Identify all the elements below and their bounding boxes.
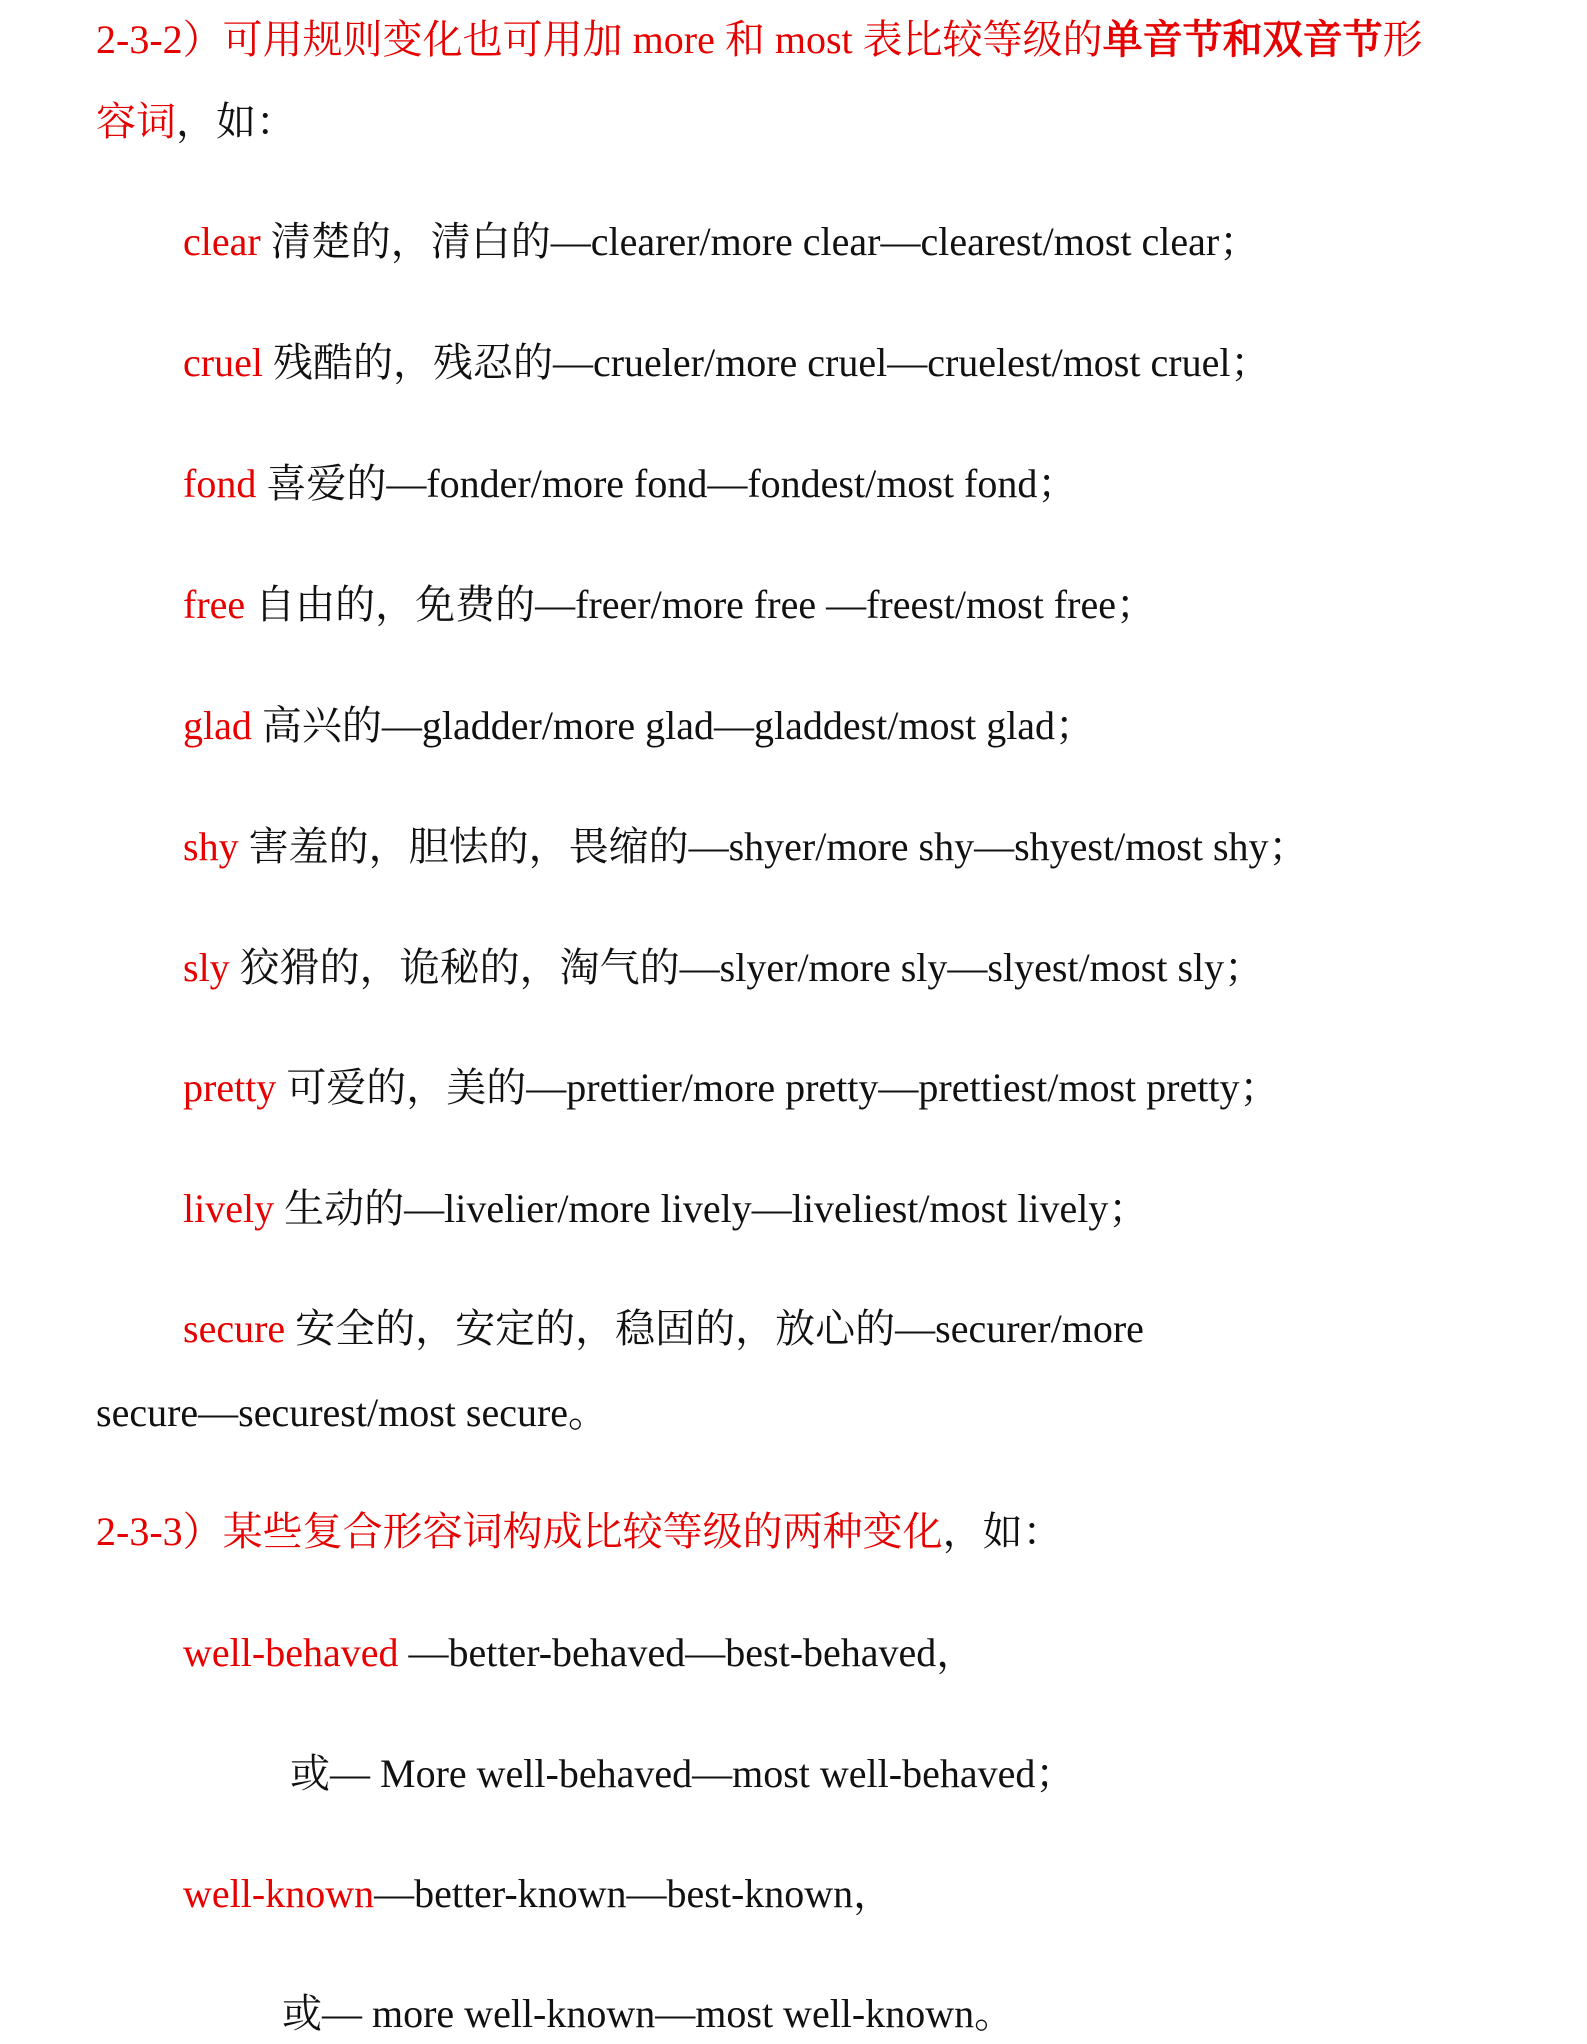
entry-sly xyxy=(183,944,1264,992)
section-heading-2-3-2-line2 xyxy=(96,98,296,146)
entry-definition: 生动的—livelier/more lively—liveliest/most lively； xyxy=(274,1186,1149,1231)
compound-well-behaved-alternative xyxy=(290,1750,1075,1798)
entry-word: shy xyxy=(183,824,239,869)
entry-cruel xyxy=(183,339,1270,387)
entry-definition: 可爱的，美的—prettier/more pretty—prettiest/most pretty； xyxy=(276,1065,1280,1110)
entry-definition: 残酷的，残忍的—crueler/more cruel—cruelest/most cruel； xyxy=(262,340,1271,385)
entry-clear xyxy=(183,218,1259,266)
entry-word: secure xyxy=(183,1306,286,1351)
heading-line2-red: 容词 xyxy=(96,99,176,144)
heading-line2-black: ，如： xyxy=(176,99,296,144)
entry-pretty xyxy=(183,1064,1279,1112)
entry-definition: 高兴的—gladder/more glad—gladdest/most glad； xyxy=(251,703,1096,748)
entry-word: glad xyxy=(183,703,252,748)
compound-word: well-known xyxy=(183,1871,375,1916)
compound-well-behaved xyxy=(183,1629,976,1677)
entry-word: clear xyxy=(183,219,261,264)
compound-forms: —better-known—best-known， xyxy=(374,1871,894,1916)
entry-definition: 狡猾的，诡秘的，淘气的—slyer/more sly—slyest/most sly； xyxy=(229,945,1265,990)
entry-word: cruel xyxy=(183,340,263,385)
entry-fond xyxy=(183,460,1077,508)
compound-word: well-behaved xyxy=(183,1630,399,1675)
heading-emphasis: 单音节和双音节 xyxy=(1102,17,1383,62)
entry-free xyxy=(183,581,1156,629)
entry-definition: 害羞的，胆怯的，畏缩的—shyer/more shy—shyest/most shy； xyxy=(238,824,1309,869)
section-heading-2-3-3 xyxy=(96,1508,1063,1556)
entry-secure xyxy=(183,1305,1144,1353)
entry-word: lively xyxy=(183,1186,275,1231)
entry-word: fond xyxy=(183,461,257,506)
entry-word: free xyxy=(183,582,246,627)
entry-secure-continuation xyxy=(96,1389,608,1437)
entry-definition: 清楚的，清白的—clearer/more clear—clearest/most clear； xyxy=(260,219,1260,264)
compound-well-known-alternative xyxy=(282,1990,1014,2038)
entry-lively xyxy=(183,1185,1148,1233)
compound-alt-forms: 或— more well-known—most well-known。 xyxy=(282,1991,1015,2036)
heading-red: 2-3-3）某些复合形容词构成比较等级的两种变化 xyxy=(96,1509,943,1554)
entry-glad xyxy=(183,702,1095,750)
entry-word: sly xyxy=(183,945,230,990)
compound-well-known xyxy=(183,1870,893,1918)
heading-prefix: 2-3-2）可用规则变化也可用加 more 和 most 表比较等级的 xyxy=(96,17,1103,62)
entry-shy xyxy=(183,823,1309,871)
continuation-text: secure—securest/most secure。 xyxy=(96,1390,609,1435)
entry-word: pretty xyxy=(183,1065,277,1110)
heading-black: ，如： xyxy=(942,1509,1063,1554)
entry-definition: 安全的，安定的，稳固的，放心的—securer/more xyxy=(285,1306,1144,1351)
compound-forms: —better-behaved—best-behaved， xyxy=(398,1630,977,1675)
section-heading-2-3-2 xyxy=(96,16,1423,64)
heading-suffix: 形 xyxy=(1382,17,1423,62)
entry-definition: 喜爱的—fonder/more fond—fondest/most fond； xyxy=(256,461,1078,506)
entry-definition: 自由的，免费的—freer/more free —freest/most free； xyxy=(245,582,1156,627)
compound-alt-forms: 或— More well-behaved—most well-behaved； xyxy=(290,1751,1076,1796)
